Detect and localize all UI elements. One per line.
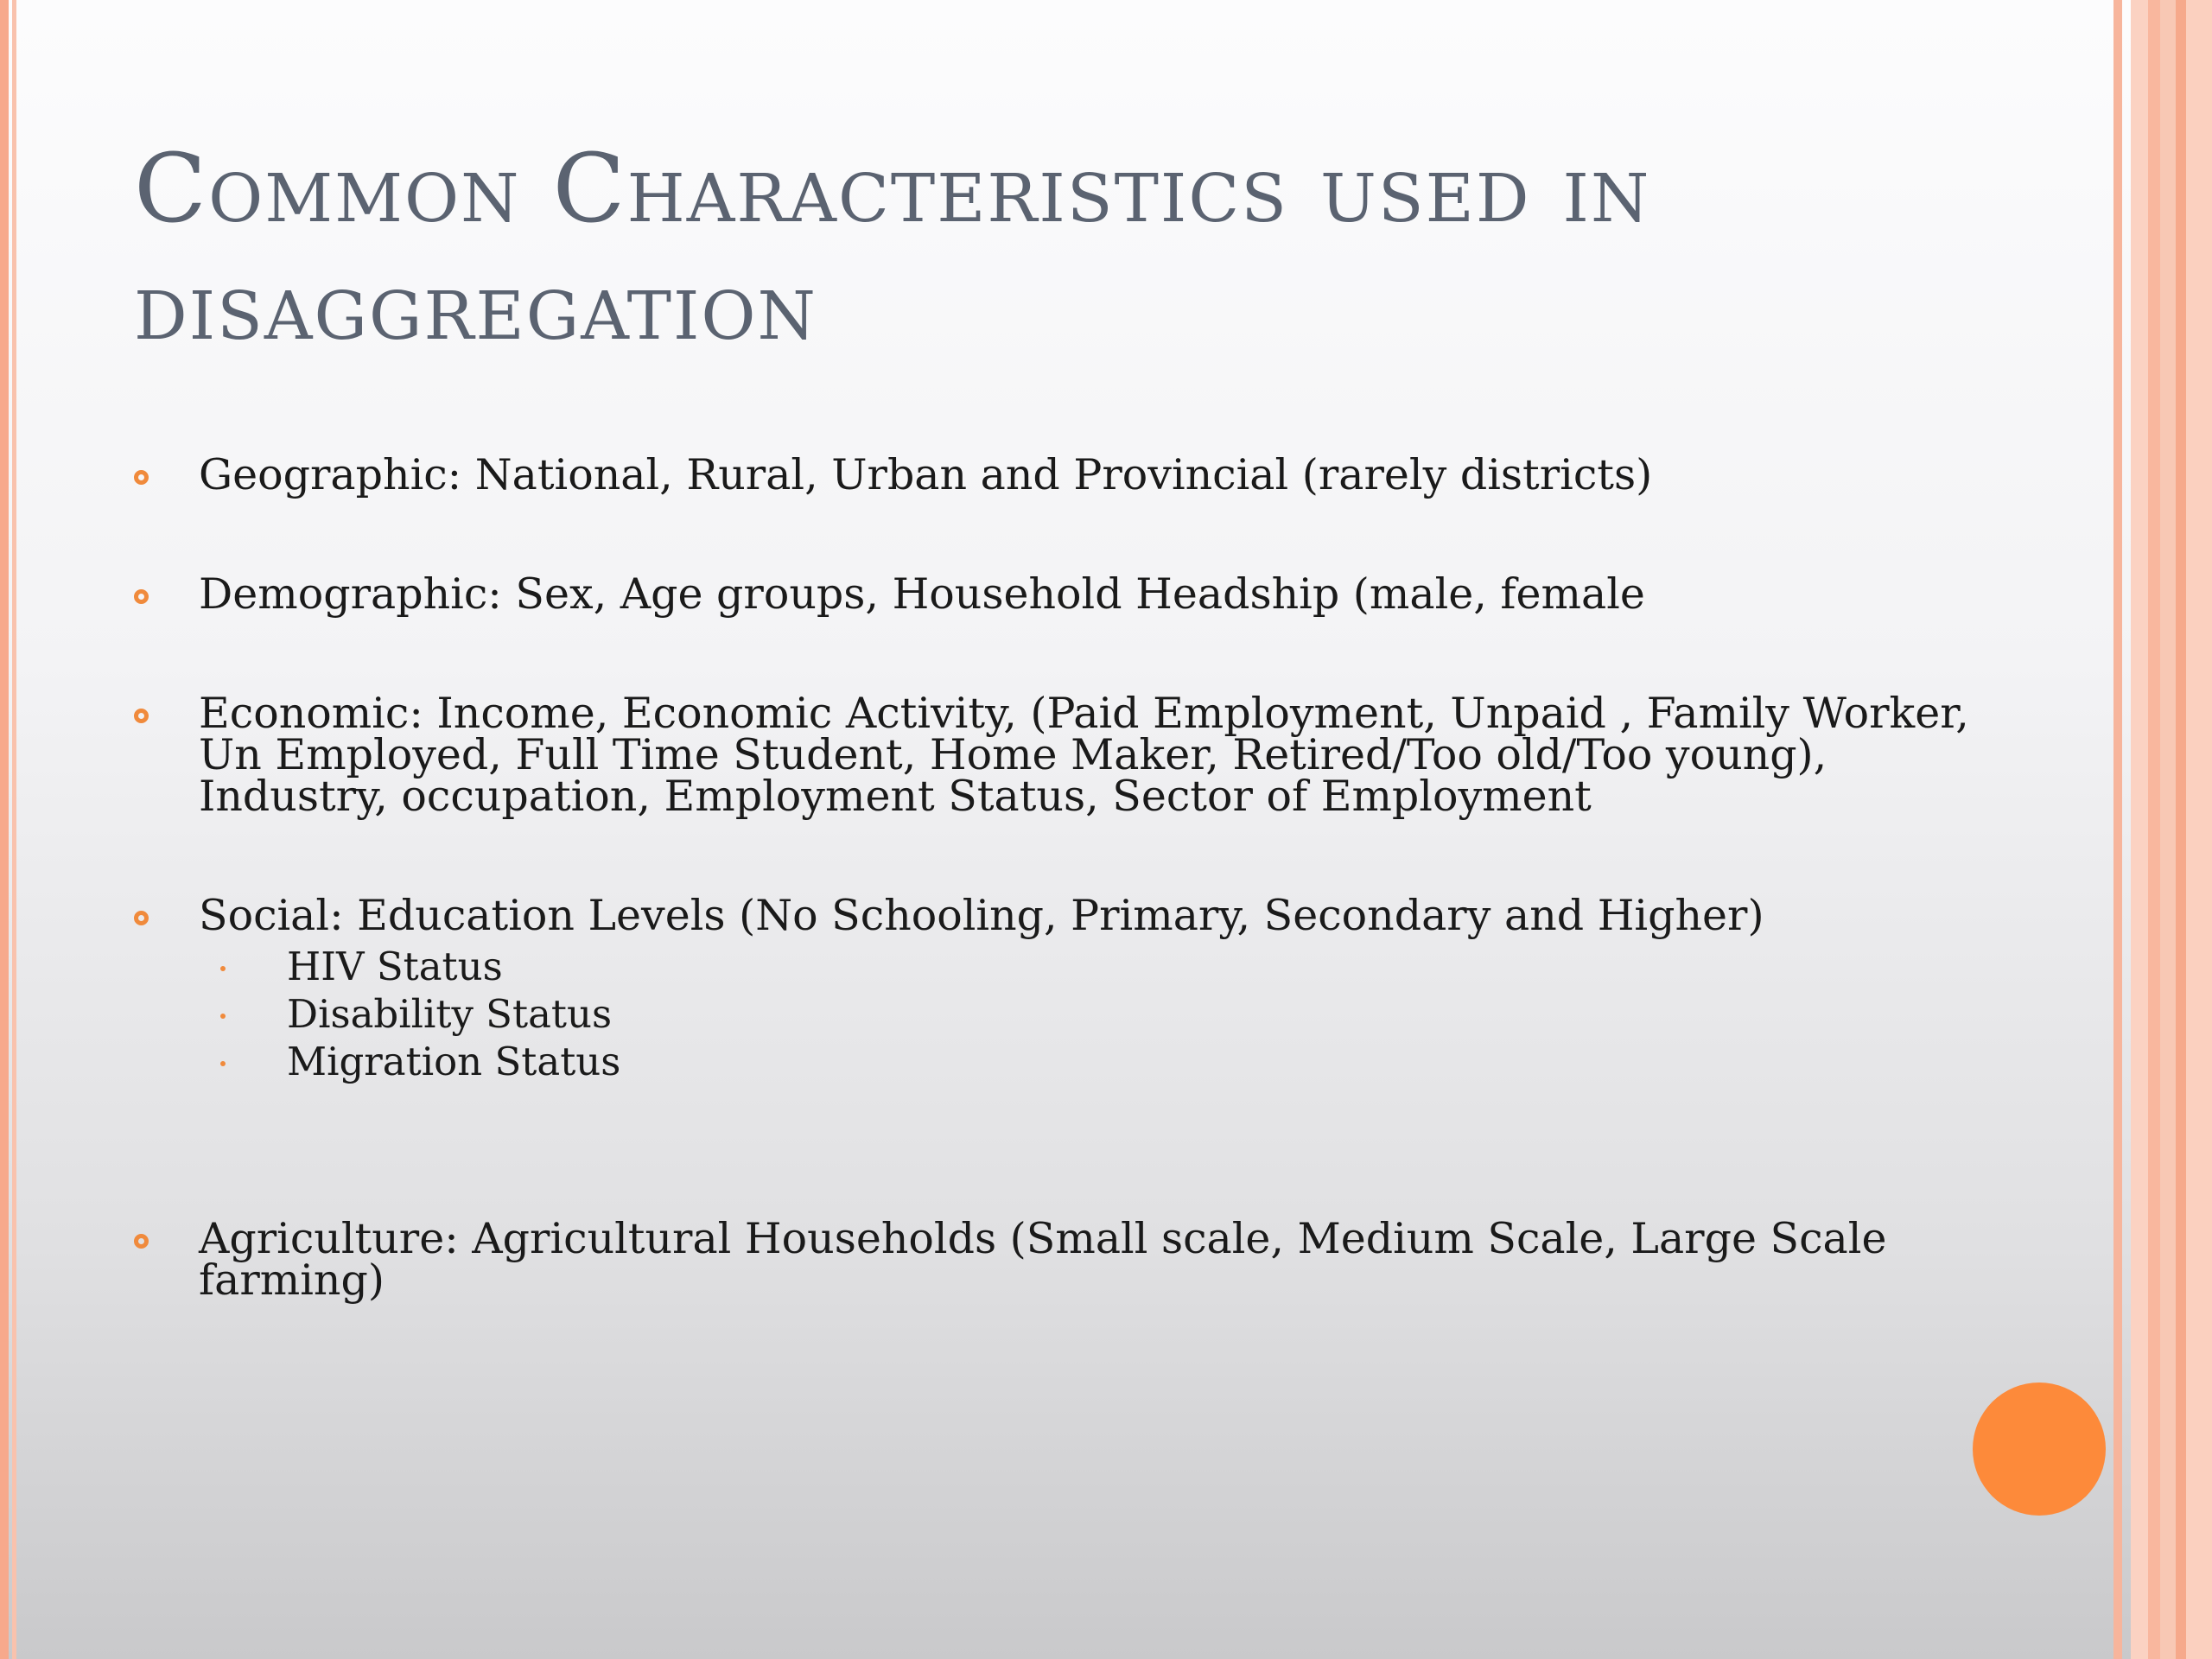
ring-bullet-icon (134, 470, 149, 485)
right-frame-stripe (2186, 0, 2212, 1659)
dot-bullet-icon (220, 966, 226, 971)
slide-title-line-2: disaggregation (134, 251, 817, 361)
right-frame-stripe (2148, 0, 2160, 1659)
left-frame-stripe (0, 0, 9, 1659)
sub-bullet-text: HIV Status (287, 944, 503, 989)
bullet-text: Geographic: National, Rural, Urban and Provincial (rarely districts) (199, 450, 1653, 499)
right-frame-stripe (2131, 0, 2148, 1659)
left-frame-stripe-inner (12, 0, 16, 1659)
dot-bullet-icon (220, 1014, 226, 1019)
bullet-text: Agriculture: Agricultural Households (Small scale, Medium Scale, Large Scale farming) (199, 1214, 1887, 1305)
ring-bullet-icon (134, 709, 149, 723)
ring-bullet-icon (134, 589, 149, 604)
bullet-text: Demographic: Sex, Age groups, Household Headship (male, female (199, 569, 1645, 619)
right-frame-stripe (2176, 0, 2186, 1659)
slide-title-line-1: Common Characteristics used in (134, 133, 1651, 244)
bullet-text: Social: Education Levels (No Schooling, Primary, Secondary and Higher) (199, 891, 1764, 940)
orange-circle-decoration (1973, 1382, 2106, 1516)
right-frame-stripe (2113, 0, 2122, 1659)
ring-bullet-icon (134, 1234, 149, 1249)
sub-bullet-text: Migration Status (287, 1039, 621, 1084)
ring-bullet-icon (134, 911, 149, 925)
bullet-text: Economic: Income, Economic Activity, (Paid Employment, Unpaid , Family Worker, Un Employed, Full Time Student, Home Maker, Retired/Too old/Too young), Industry, occupation, Employment Status, Sector of Employment (199, 689, 1969, 821)
slide-title (134, 130, 2035, 365)
dot-bullet-icon (220, 1061, 226, 1066)
right-frame-stripe (2160, 0, 2176, 1659)
sub-bullet-text: Disability Status (287, 991, 613, 1037)
